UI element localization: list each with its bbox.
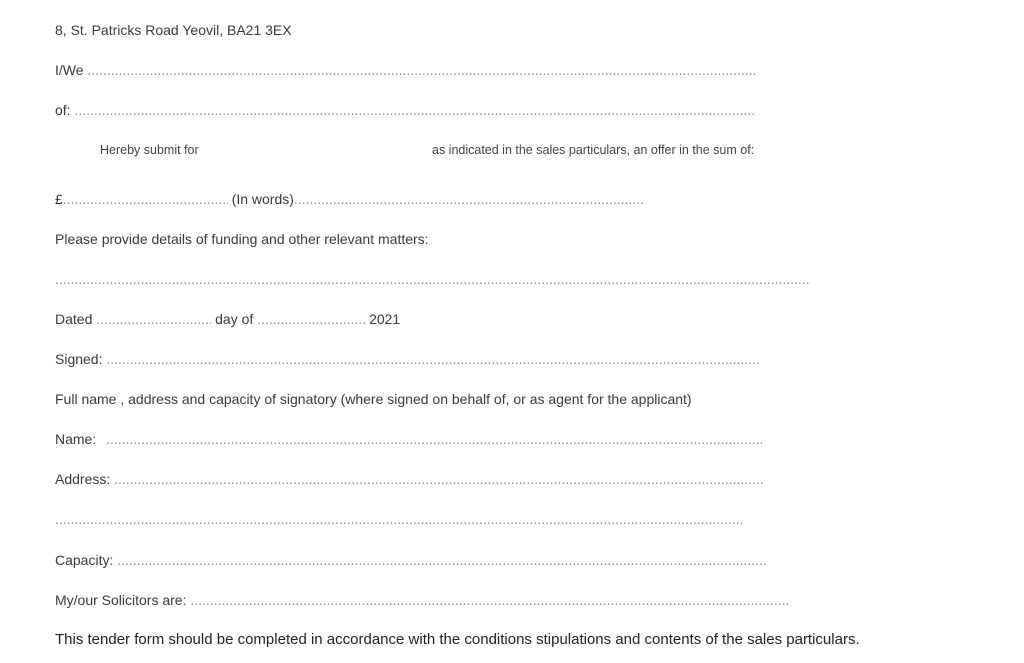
property-address: 8, St. Patricks Road Yeovil, BA21 3EX bbox=[55, 22, 292, 38]
dated-row bbox=[55, 310, 400, 328]
signed-label: Signed: bbox=[55, 351, 103, 367]
solicitors-field[interactable] bbox=[190, 591, 788, 609]
dated-label: Dated bbox=[55, 311, 93, 327]
in-words-label: (In words) bbox=[231, 191, 294, 207]
signed-row bbox=[55, 350, 760, 368]
address-row-2 bbox=[55, 510, 742, 528]
solicitors-label: My/our Solicitors are: bbox=[55, 592, 187, 608]
iwe-label: I/We bbox=[55, 62, 84, 78]
of-row bbox=[55, 101, 754, 119]
capacity-field[interactable] bbox=[117, 551, 767, 569]
offer-row bbox=[55, 190, 644, 208]
footer-note: This tender form should be completed in accordance with the conditions stipulations and contents of the sales particulars. bbox=[55, 631, 860, 648]
offer-amount-field[interactable] bbox=[63, 190, 228, 208]
of-field[interactable] bbox=[74, 101, 754, 119]
full-name-label: Full name , address and capacity of signatory (where signed on behalf of, or as agent for the applicant) bbox=[55, 391, 692, 407]
address-label: Address: bbox=[55, 471, 111, 487]
funding-label: Please provide details of funding and other relevant matters: bbox=[55, 231, 429, 247]
indicated-text: as indicated in the sales particulars, an offer in the sum of: bbox=[432, 143, 755, 157]
solicitors-row bbox=[55, 591, 788, 609]
day-of-label: day of bbox=[215, 311, 254, 327]
of-label: of: bbox=[55, 102, 71, 118]
signature-field[interactable] bbox=[106, 350, 760, 368]
day-field[interactable] bbox=[96, 310, 211, 328]
iwe-row bbox=[55, 61, 755, 79]
name-field[interactable] bbox=[106, 430, 762, 448]
iwe-field[interactable] bbox=[87, 61, 755, 79]
name-row bbox=[55, 430, 762, 448]
funding-row bbox=[55, 270, 811, 288]
address-field-2[interactable] bbox=[55, 510, 742, 528]
capacity-row bbox=[55, 551, 767, 569]
month-field[interactable] bbox=[257, 310, 365, 328]
address-field-1[interactable] bbox=[114, 470, 764, 488]
address-row bbox=[55, 470, 764, 488]
capacity-label: Capacity: bbox=[55, 552, 114, 568]
year-text: 2021 bbox=[369, 311, 401, 327]
hereby-label: Hereby submit for bbox=[100, 143, 199, 157]
in-words-field[interactable] bbox=[294, 190, 644, 208]
pound-label: £ bbox=[55, 191, 63, 207]
funding-field[interactable] bbox=[55, 270, 811, 288]
name-label: Name: bbox=[55, 431, 97, 447]
